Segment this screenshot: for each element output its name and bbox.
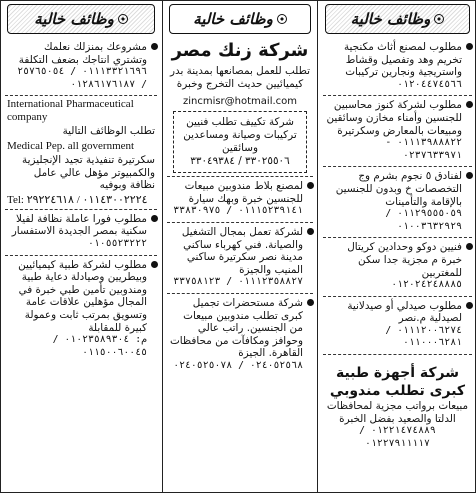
company-ad xyxy=(319,357,476,452)
divider xyxy=(323,95,472,96)
ad-text: شركة مستحضرات تجميل كبرى تطلب مندوبين مبيعات من الجنسين. راتب عالي وحوافز ومكافآت من محافظات القاهرة. الجيزة xyxy=(169,296,303,360)
ad-phone: ٠١١١٢٣٥٨٨٢٧ / ٣٣٧٥٨١٢٣ xyxy=(173,276,303,288)
ad-phone: ٠١٢٠٤٤٧٤٥٦٦ xyxy=(397,78,462,90)
classified-ad xyxy=(163,225,317,291)
ad-text: مطلوب فورا عاملة نظافة لفيلا سكنية بمصر الجديدة الاستفسار xyxy=(11,212,147,238)
column-header xyxy=(325,4,470,34)
ad-phone: ٠١٠٥٥٢٣٢٢٢ xyxy=(88,237,147,249)
bullet-icon xyxy=(466,243,473,250)
column-left xyxy=(1,1,161,492)
classified-ad xyxy=(163,179,317,220)
ad-text: لفنادق ٥ نجوم بشرم وج التخصصات خ وبدون للجنسين بالإقامة والتأمينات xyxy=(335,170,462,208)
classified-ad xyxy=(319,169,476,235)
divider xyxy=(323,166,472,167)
classified-ad xyxy=(1,40,161,93)
ad-text: تطلب الوظائف التالية xyxy=(62,125,155,138)
classified-ad xyxy=(163,296,317,375)
divider xyxy=(167,293,313,294)
classified-ad xyxy=(319,240,476,293)
classified-ad xyxy=(1,258,161,362)
ornament-icon xyxy=(277,14,287,24)
classified-ad xyxy=(319,40,476,93)
bullet-icon xyxy=(307,299,314,306)
ad-phone: ٠١١١٢٠٠٦٢٧٤ / ٠١١٠٠٠٦٢٨١ xyxy=(385,324,462,349)
company-name: International Pharmaceutical company xyxy=(7,98,134,124)
divider xyxy=(5,95,157,96)
ad-text: مشروعك بمنزلك نعلمك وتشتري انتاجك بضعف التكلفة xyxy=(18,41,147,66)
ad-phone: ٣٣٠٢٥٥٠٦ / ٣٣٠٤٩٣٨٤ xyxy=(190,155,290,168)
ad-phone: م: ٠١٠٢٣٥٨٩٣٠٤ / ٠١١٥٠٠٦٠٠٤٥ xyxy=(52,334,147,358)
bullet-icon xyxy=(151,43,158,50)
ad-phone: ٠١١١٣٩٨٨٨٢٢ - ٠٢٣٧٦٣٣٩٧١ xyxy=(385,137,462,161)
divider xyxy=(323,296,472,297)
column-header xyxy=(7,4,155,34)
email-address: zincmisr@hotmail.com xyxy=(182,96,298,108)
bullet-icon xyxy=(466,302,473,309)
ad-text: مطلوب لمصنع أثاث مكنجية تخريم وهد وتفصيل وقشاط واستريجية ونجارين تركيبات xyxy=(343,41,462,79)
ad-text: مطلوب لشركة كنوز محاسبين للجنسين وأمناء مخازن وسائقين ومبيعات بالمعارض وسكرتيرة xyxy=(326,99,462,137)
ad-text: سكرتيرة تنفيذية تجيد الإنجليزية والكمبيوتر مؤهل عالي عامل نظافة وبوفيه xyxy=(22,153,155,192)
bullet-icon xyxy=(307,182,314,189)
ad-text: مطلوب صيدلي أو صيدلانية لصيدلية م.نصر xyxy=(347,299,462,325)
divider xyxy=(323,237,472,238)
ad-text: لشركة تعمل بمجال التشغيل والصيانة. فني كهرباء ساكني مدينة نصر سكرتيرة ساكني المنيب والجيزة xyxy=(181,225,303,276)
ad-text: تطلب للعمل بمصانعها بمدينة بدر كيميائيين حديث التخرج وخبرة xyxy=(169,65,310,90)
classified-ad xyxy=(1,212,161,253)
divider xyxy=(167,222,313,223)
bullet-icon xyxy=(151,261,158,268)
column-header-title: وظائف خالية xyxy=(193,10,273,28)
column-header xyxy=(169,4,311,34)
column-header-title: وظائف خالية xyxy=(34,10,114,28)
ad-phone: ٠١١١٥٢٣٩١٤١ / ٣٣٨٣٠٩٧٥ xyxy=(173,205,303,217)
ad-text: مطلوب لشركة طبية كيميائيين وبيطريين وصيادلة دعاية طبية ومندوبين تأمين طبي خبرة في المجال مؤهلين علاقات عامة وتسويق بمرتب ثابت وعمولة كبيرة للمقابلة xyxy=(18,258,147,334)
boxed-ad xyxy=(173,111,307,173)
ornament-icon xyxy=(434,14,444,24)
bullet-icon xyxy=(466,101,473,108)
divider xyxy=(5,209,157,210)
bullet-icon xyxy=(466,172,473,179)
bullet-icon xyxy=(466,43,473,50)
ad-text: فنيين دوكو وحدادين كريتال خبرة م مجزية جدا سكن للمغتربين xyxy=(347,241,462,279)
ad-phone: ٠١٢٠٢٤٢٤٨٨٨٥ xyxy=(391,279,462,291)
ad-phone: ٠١٢٢١٤٧٤٨٨٩ / ٠١٢٢٧٩١١١١٧ xyxy=(359,425,436,449)
divider xyxy=(5,255,157,256)
ad-text: لمصنع بلاط مندوبين مبيعات للجنسين خبرة وبهك سيارة xyxy=(184,180,303,205)
company-title: شركة أجهزة طبية كبرى تطلب مندوبي xyxy=(329,365,466,400)
ad-phone: ٠١١٢٩٥٥٥٠٥٩ / ٠١٠٠٣٦٣٢٩٢٩ xyxy=(385,208,462,232)
company-title: شركة زنك مصر xyxy=(171,40,309,61)
ad-text: شركة تكييف تطلب فنيين تركيبات وصيانة ومساعدين وسائقين xyxy=(183,116,297,155)
ornament-icon xyxy=(118,14,128,24)
ad-text: مبيعات برواتب مجزية لمحافظات الدلتا والصعيد بفضل الخبرة xyxy=(326,400,469,425)
classified-ad xyxy=(319,98,476,164)
column-header-title: وظائف خالية xyxy=(350,10,431,28)
position-title: Medical Pep. all government xyxy=(7,139,135,152)
ad-phone: Tel: ٠١١٤٣٠٠٢٢٢٤ / ٢٩٢٢٤٦١٨ xyxy=(7,193,148,206)
intl-company-ad xyxy=(1,98,161,206)
classified-ad xyxy=(319,299,476,352)
bullet-icon xyxy=(307,228,314,235)
ad-phone: ٠٢٤٠٥٢٥٦٨ / ٠٢٤٠٥٢٥٠٧٨ xyxy=(173,359,303,371)
bullet-icon xyxy=(151,215,158,222)
ad-phone: ٠١١١٣٣٢١٦٩٦ / ٢٥٧٦٥٠٥٤ / ٠١٢٨٦١٧٦١٨٧ xyxy=(17,66,147,90)
divider xyxy=(167,176,313,177)
column-right xyxy=(319,1,476,492)
column-middle xyxy=(162,1,318,492)
divider xyxy=(323,354,472,355)
